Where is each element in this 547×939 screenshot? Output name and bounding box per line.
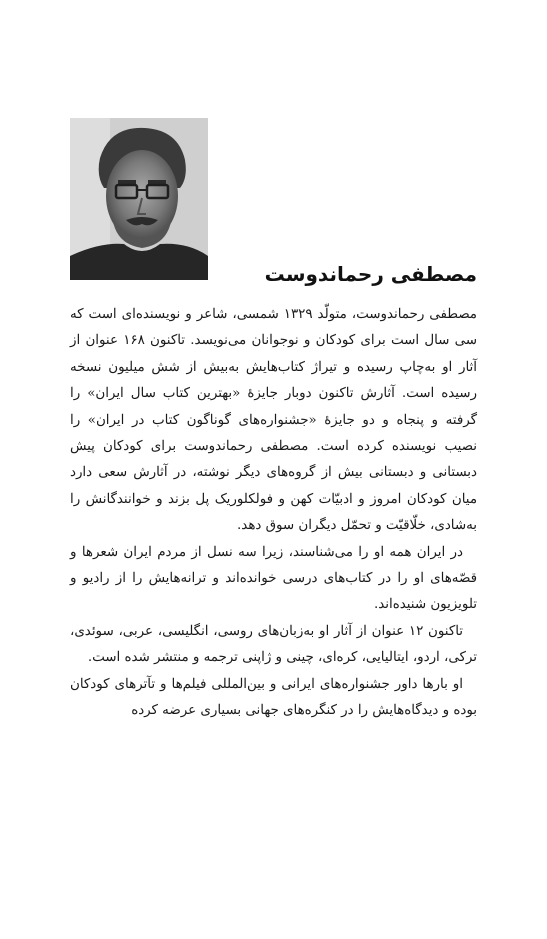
author-portrait-photo: [70, 118, 208, 280]
biography-text: [70, 302, 477, 725]
paragraph: تاکنون ۱۲ عنوان از آثار او به‌زبان‌های روسی، انگلیسی، عربی، سوئدی، ترکی، اردو، ایتالیایی، کره‌ای، چینی و ژاپنی ترجمه و منتشر شده است.: [70, 623, 477, 666]
author-portrait: [70, 118, 208, 280]
paragraph: مصطفی رحماندوست، متولّد ۱۳۲۹ شمسی، شاعر و نویسنده‌ای است که سی سال است برای کودکان و نوجوانان می‌نویسد. تاکنون ۱۶۸ عنوان از آثار او به‌چاپ رسیده و تیراژ کتاب‌هایش به‌بیش از شش میلیون نسخه رسیده است. آثارش تاکنون دوبار جایزهٔ «بهترین کتاب سال ایران» را گرفته و پنجاه و دو جایزهٔ «جشنواره‌های گوناگون کتاب در ایران» را نصیب نویسنده کرده است. مصطفی رحماندوست برای کودکان پیش دبستانی و دبستانی بیش از گروه‌های دیگر نوشته، در آثارش سعی دارد میان کودکان امروز و ادبیّات کهن و فولکلوریک پل بزند و خوانندگانش را به‌شادی، خلّاقیّت و تحمّل دیگران سوق دهد.: [70, 307, 478, 534]
paragraph: در ایران همه او را می‌شناسند، زیرا سه نسل از مردم ایران شعرها و قصّه‌های او را در کتاب‌های درسی خوانده‌اند و ترانه‌هایش را از رادیو و تلویزیون شنیده‌اند.: [70, 544, 477, 613]
paragraph: او بارها داور جشنواره‌های ایرانی و بین‌المللی فیلم‌ها و تآترهای کودکان بوده و دیدگاه‌هایش را در کنگره‌های جهانی بسیاری عرضه کرده: [70, 676, 477, 719]
page-title: مصطفی رحماندوست: [264, 262, 477, 286]
